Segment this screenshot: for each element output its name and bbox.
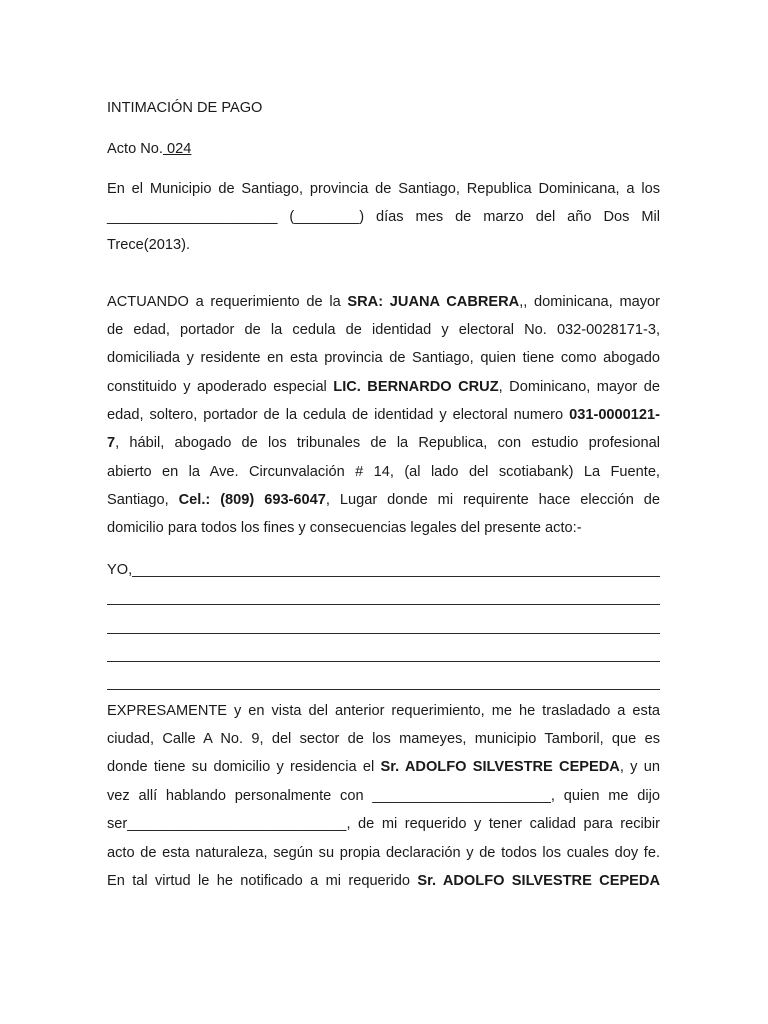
yo-blank-rule-4 — [107, 661, 660, 662]
yo-blank-rule-1 — [132, 576, 660, 577]
actuando-line-8: Santiago, Cel.: (809) 693-6047, Lugar donde mi requirente hace elección de — [107, 492, 660, 508]
yo-blank-rule-3 — [107, 633, 660, 634]
actuando-line-7: abierto en la Ave. Circunvalación # 14, (al lado del scotiabank) La Fuente, — [107, 464, 660, 480]
date-blank: _____________________ — [107, 209, 278, 225]
abogado-id: 031-0000121- — [569, 407, 660, 423]
yo-blank-rule-2 — [107, 604, 660, 605]
requerido-name-2: Sr. ADOLFO SILVESTRE CEPEDA — [417, 873, 660, 889]
actuando-line-6: 7, hábil, abogado de los tribunales de la Republica, con estudio profesional — [107, 435, 660, 451]
expresamente-line-6: acto de esta naturaleza, según su propia declaración y de todos los cuales doy fe. — [107, 845, 660, 861]
yo-blank-rule-5 — [107, 689, 660, 690]
expresamente-line-4: vez allí hablando personalmente con ______________________, quien me dijo — [107, 788, 660, 804]
acto-number: 024 — [162, 141, 192, 157]
acto-label: Acto No. — [107, 141, 163, 157]
actuando-line-5: edad, soltero, portador de la cedula de identidad y electoral numero 031-0000121- — [107, 407, 660, 423]
requerido-name: Sr. ADOLFO SILVESTRE CEPEDA — [380, 759, 620, 775]
actuando-line-9: domicilio para todos los fines y consecuencias legales del presente acto:- — [107, 520, 582, 536]
expresamente-line-5: ser___________________________, de mi requerido y tener calidad para recibir — [107, 816, 660, 832]
actuando-line-2: de edad, portador de la cedula de identidad y electoral No. 032-0028171-3, — [107, 322, 660, 338]
date-paren-blank: (________) — [289, 209, 365, 225]
actuando-line-1: ACTUANDO a requerimiento de la SRA: JUANA CABRERA,, dominicana, mayor — [107, 294, 660, 310]
requirente-name: SRA: JUANA CABRERA — [347, 294, 520, 310]
yo-label: YO, — [107, 562, 133, 578]
expresamente-line-2: ciudad, Calle A No. 9, del sector de los mameyes, municipio Tamboril, que es — [107, 731, 660, 747]
actuando-line-4: constituido y apoderado especial LIC. BERNARDO CRUZ, Dominicano, mayor de — [107, 379, 660, 395]
document-title: INTIMACIÓN DE PAGO — [107, 100, 263, 116]
intro-line-3: Trece(2013). — [107, 237, 191, 253]
expresamente-line-7: En tal virtud le he notificado a mi requerido Sr. ADOLFO SILVESTRE CEPEDA — [107, 873, 660, 889]
acto-number-line — [107, 140, 660, 158]
hablando-con-blank: ______________________ — [372, 788, 551, 804]
expresamente-line-1: EXPRESAMENTE y en vista del anterior requerimiento, me he trasladado a esta — [107, 703, 660, 719]
expresamente-line-3: donde tiene su domicilio y residencia el Sr. ADOLFO SILVESTRE CEPEDA, y un — [107, 759, 660, 775]
actuando-line-3: domiciliada y residente en esta provincia de Santiago, quien tiene como abogado — [107, 350, 660, 366]
abogado-name: LIC. BERNARDO CRUZ — [333, 379, 499, 395]
calidad-blank: ___________________________ — [127, 816, 347, 832]
intro-line-1: En el Municipio de Santiago, provincia de Santiago, Republica Dominicana, a los — [107, 181, 660, 197]
intro-line-2: _____________________ (________) días mes de marzo del año Dos Mil — [107, 209, 660, 225]
abogado-phone: Cel.: (809) 693-6047 — [178, 492, 326, 508]
